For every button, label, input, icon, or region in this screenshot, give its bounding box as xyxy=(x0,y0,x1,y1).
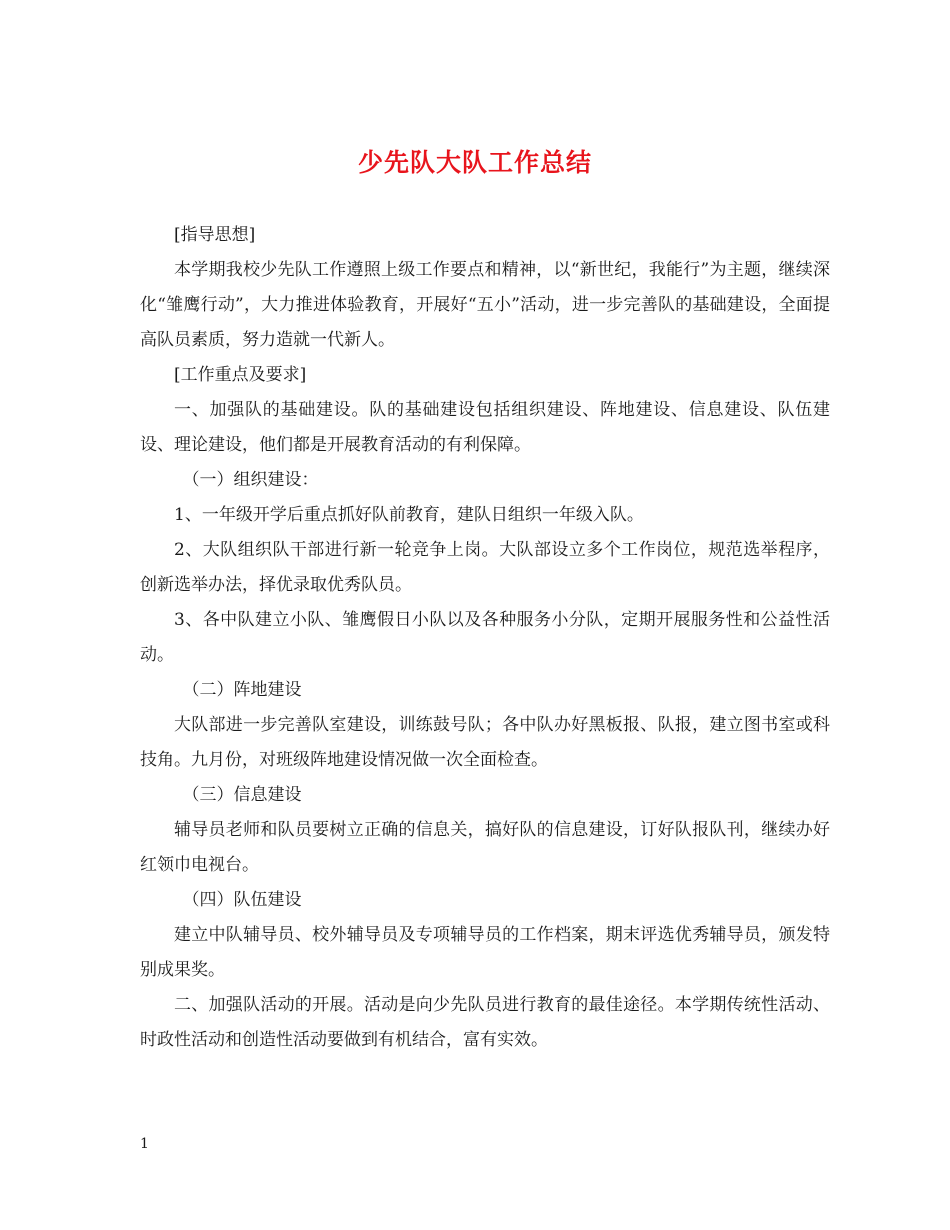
paragraph-item-2: 2、大队组织队干部进行新一轮竞争上岗。大队部设立多个工作岗位，规范选举程序，创新选举办法，择优录取优秀队员。 xyxy=(140,540,830,595)
section-heading-work-focus: [工作重点及要求] xyxy=(174,365,307,385)
page-number: 1 xyxy=(140,1136,149,1152)
subheading-position: （二）阵地建设 xyxy=(182,680,302,700)
document-body xyxy=(140,218,830,1058)
subheading-organization: （一）组织建设： xyxy=(182,470,319,490)
paragraph-basic-construction: 一、加强队的基础建设。队的基础建设包括组织建设、阵地建设、信息建设、队伍建设、理论建设，他们都是开展教育活动的有利保障。 xyxy=(140,400,830,455)
document-title: 少先队大队工作总结 xyxy=(357,148,592,177)
paragraph-intro: 本学期我校少先队工作遵照上级工作要点和精神，以“新世纪，我能行”为主题，继续深化“雏鹰行动”，大力推进体验教育，开展好“五小”活动，进一步完善队的基础建设，全面提高队员素质，努力造就一代新人。 xyxy=(140,260,830,350)
subheading-information: （三）信息建设 xyxy=(182,785,302,805)
section-heading-guiding-ideology: [指导思想] xyxy=(174,225,256,245)
paragraph-activities: 二、加强队活动的开展。活动是向少先队员进行教育的最佳途径。本学期传统性活动、时政性活动和创造性活动要做到有机结合，富有实效。 xyxy=(140,995,830,1050)
paragraph-information: 辅导员老师和队员要树立正确的信息关，搞好队的信息建设，订好队报队刊，继续办好红领巾电视台。 xyxy=(140,820,830,875)
paragraph-position: 大队部进一步完善队室建设，训练鼓号队；各中队办好黑板报、队报，建立图书室或科技角。九月份，对班级阵地建设情况做一次全面检查。 xyxy=(140,715,830,770)
subheading-team: （四）队伍建设 xyxy=(182,890,302,910)
paragraph-item-1: 1、一年级开学后重点抓好队前教育，建队日组织一年级入队。 xyxy=(174,505,644,525)
paragraph-item-3: 3、各中队建立小队、雏鹰假日小队以及各种服务小分队，定期开展服务性和公益性活动。 xyxy=(140,610,830,665)
paragraph-team: 建立中队辅导员、校外辅导员及专项辅导员的工作档案，期末评选优秀辅导员，颁发特别成果奖。 xyxy=(140,925,830,980)
